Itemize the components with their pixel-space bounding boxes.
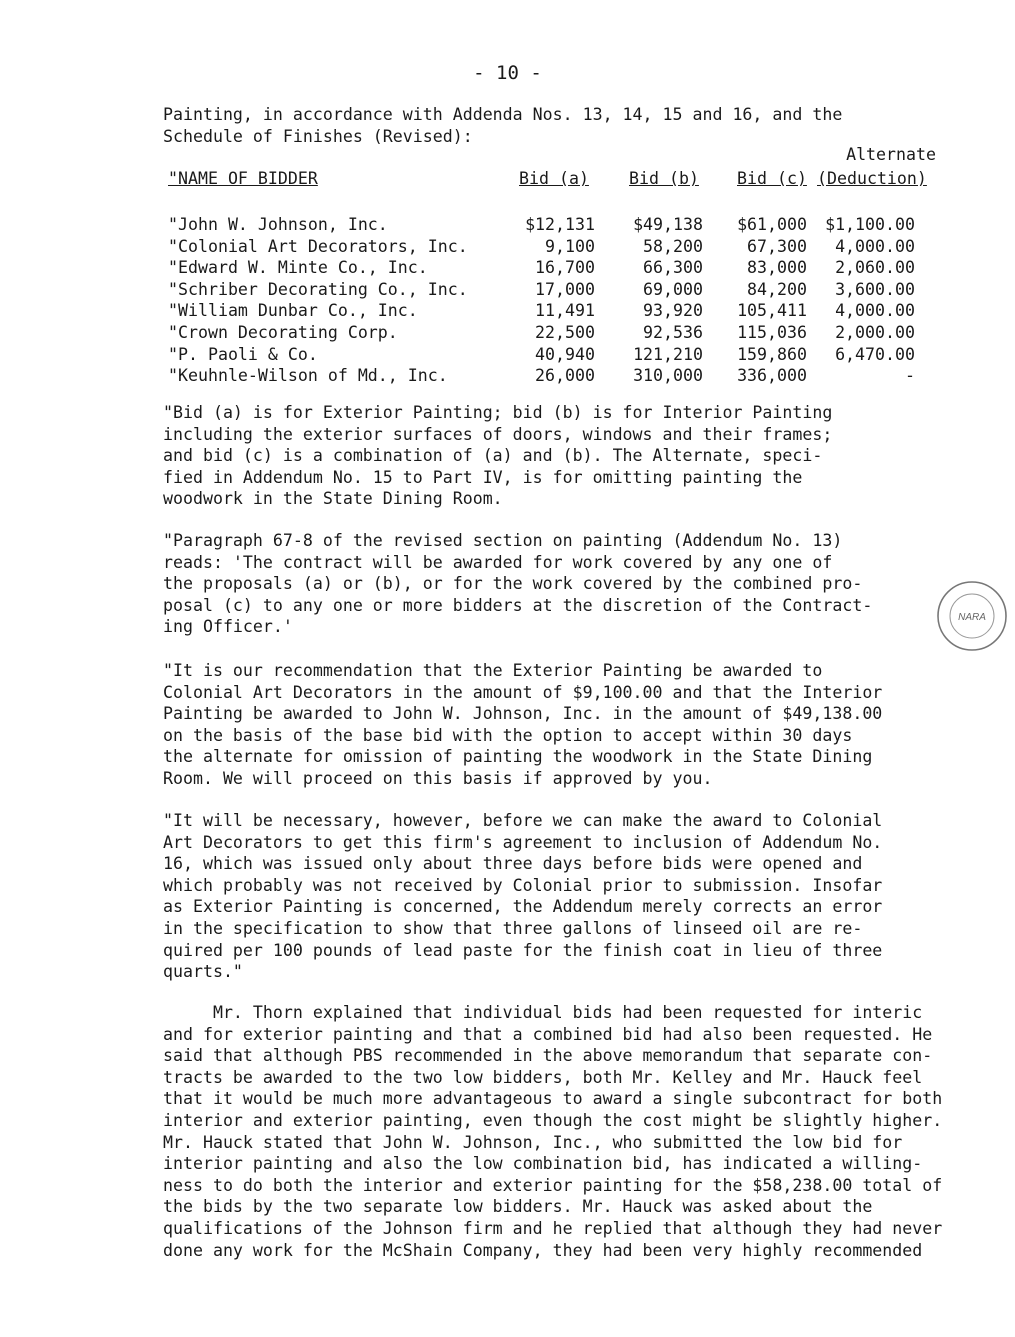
- paragraph-bid-definitions: "Bid (a) is for Exterior Painting; bid (b) is for Interior Painting including the exterior surfaces of doors, windows and their frames; and bid (c) is a combination of (a) and (b). The Alternate, speci- fied in Addendum No. 15 to Part IV, is for omitting painting the woodwork in the State Dining Room.: [163, 403, 833, 509]
- bid-b-value: 58,200: [643, 236, 703, 256]
- deduction-value: 4,000.00: [835, 236, 915, 256]
- bidder-name: "Colonial Art Decorators, Inc.: [168, 236, 468, 256]
- table-row: [163, 279, 953, 301]
- bid-c-value: 336,000: [737, 366, 807, 386]
- table-row: [163, 344, 953, 366]
- table-body: [163, 214, 953, 387]
- bid-b-value: $49,138: [633, 215, 703, 234]
- bid-a-value: 26,000: [535, 366, 595, 386]
- bid-a-value: $12,131: [525, 215, 595, 234]
- bid-c-value: $61,000: [737, 215, 807, 234]
- stamp-center-text: NARA: [958, 612, 986, 623]
- bid-b-value: 66,300: [643, 258, 703, 278]
- alternate-header-top: Alternate: [846, 145, 936, 164]
- deduction-value: 2,060.00: [835, 258, 915, 278]
- bid-c-value: 84,200: [747, 279, 807, 299]
- bid-a-value: 9,100: [545, 236, 595, 256]
- bid-c-value: 115,036: [737, 322, 807, 342]
- bidder-name: "Keuhnle-Wilson of Md., Inc.: [168, 366, 448, 386]
- bid-b-value: 121,210: [633, 344, 703, 364]
- paragraph-recommendation: "It is our recommendation that the Exterior Painting be awarded to Colonial Art Decorators in the amount of $9,100.00 and that the Interior Painting be awarded to John W. Johnson, Inc. in the amount of $49,138.00 on the basis of the base bid with the option to accept within 30 days the alternate for omission of painting the woodwork in the State Dining Room. We will proceed on this basis if approved by you.: [163, 661, 883, 788]
- bid-b-value: 310,000: [633, 366, 703, 386]
- header-bid-a: Bid (a): [519, 169, 589, 188]
- bid-a-value: 40,940: [535, 344, 595, 364]
- deduction-value: 4,000.00: [835, 301, 915, 321]
- bid-b-value: 93,920: [643, 301, 703, 321]
- table-row: [163, 257, 953, 279]
- deduction-value: -: [905, 366, 915, 386]
- table-row: [163, 300, 953, 322]
- deduction-value: 2,000.00: [835, 322, 915, 342]
- bid-a-value: 17,000: [535, 279, 595, 299]
- library-stamp-icon: [934, 578, 1010, 654]
- bid-c-value: 83,000: [747, 258, 807, 278]
- bidder-name: "John W. Johnson, Inc.: [168, 215, 388, 234]
- paragraph-addendum-16: "It will be necessary, however, before we can make the award to Colonial Art Decorators to get this firm's agreement to inclusion of Addendum No. 16, which was issued only about three days before bids were opened and which probably was not received by Colonial prior to submission. Insofar as Exterior Painting is concerned, the Addendum merely corrects an error in the specification to show that three gallons of linseed oil are re- quired per 100 pounds of lead paste for the finish coat in lieu of three quarts.": [163, 811, 883, 982]
- header-bid-b: Bid (b): [629, 169, 699, 188]
- bid-c-value: 67,300: [747, 236, 807, 256]
- bid-a-value: 16,700: [535, 258, 595, 278]
- header-bid-c: Bid (c): [737, 169, 807, 188]
- bid-c-value: 159,860: [737, 344, 807, 364]
- deduction-value: $1,100.00: [825, 215, 915, 234]
- bidder-name: "Schriber Decorating Co., Inc.: [168, 279, 468, 299]
- table-row: [163, 365, 953, 387]
- bidder-name: "P. Paoli & Co.: [168, 344, 318, 364]
- paragraph-thorn-explanation: Mr. Thorn explained that individual bids had been requested for interic and for exterior painting and that a combined bid had also been requested. He said that although PBS recommended in the above memorandum that separate con- tracts be awarded to the two low bidders, both Mr. Kelley and Mr. Hauck feel that it would be much more advantageous to award a single subcontract for both interior and exterior painting, even though the cost might be slightly higher. Mr. Hauck stated that John W. Johnson, Inc., who submitted the low bid for interior painting and also the low combination bid, has indicated a willing- ness to do both the interior and exterior painting for the $58,238.00 total of the bids by the two separate low bidders. Mr. Hauck was asked about the qualifications of the Johnson firm and he replied that although they had never done any work for the McShain Company, they had been very highly recommended: [163, 1003, 943, 1260]
- deduction-value: 3,600.00: [835, 279, 915, 299]
- bid-c-value: 105,411: [737, 301, 807, 321]
- table-header: [163, 145, 953, 195]
- table-row: [163, 322, 953, 344]
- intro-paragraph: Painting, in accordance with Addenda Nos. 13, 14, 15 and 16, and the Schedule of Finishes (Revised):: [163, 105, 843, 146]
- bidder-name: "Crown Decorating Corp.: [168, 322, 398, 342]
- table-row: [163, 214, 953, 236]
- bid-b-value: 69,000: [643, 279, 703, 299]
- bids-table: [163, 145, 953, 387]
- paragraph-67-8: "Paragraph 67-8 of the revised section on painting (Addendum No. 13) reads: 'The contract will be awarded for work covered by any one of the proposals (a) or (b), or for the work covered by the combined pro- posal (c) to any one or more bidders at the discretion of the Contract- ing Officer.': [163, 531, 873, 637]
- bid-a-value: 11,491: [535, 301, 595, 321]
- page-number: - 10 -: [473, 62, 542, 84]
- deduction-value: 6,470.00: [835, 344, 915, 364]
- table-row: [163, 236, 953, 258]
- bid-b-value: 92,536: [643, 322, 703, 342]
- header-name-of-bidder: "NAME OF BIDDER: [168, 169, 318, 188]
- bidder-name: "William Dunbar Co., Inc.: [168, 301, 418, 321]
- bidder-name: "Edward W. Minte Co., Inc.: [168, 258, 428, 278]
- bid-a-value: 22,500: [535, 322, 595, 342]
- header-deduction: (Deduction): [817, 169, 927, 188]
